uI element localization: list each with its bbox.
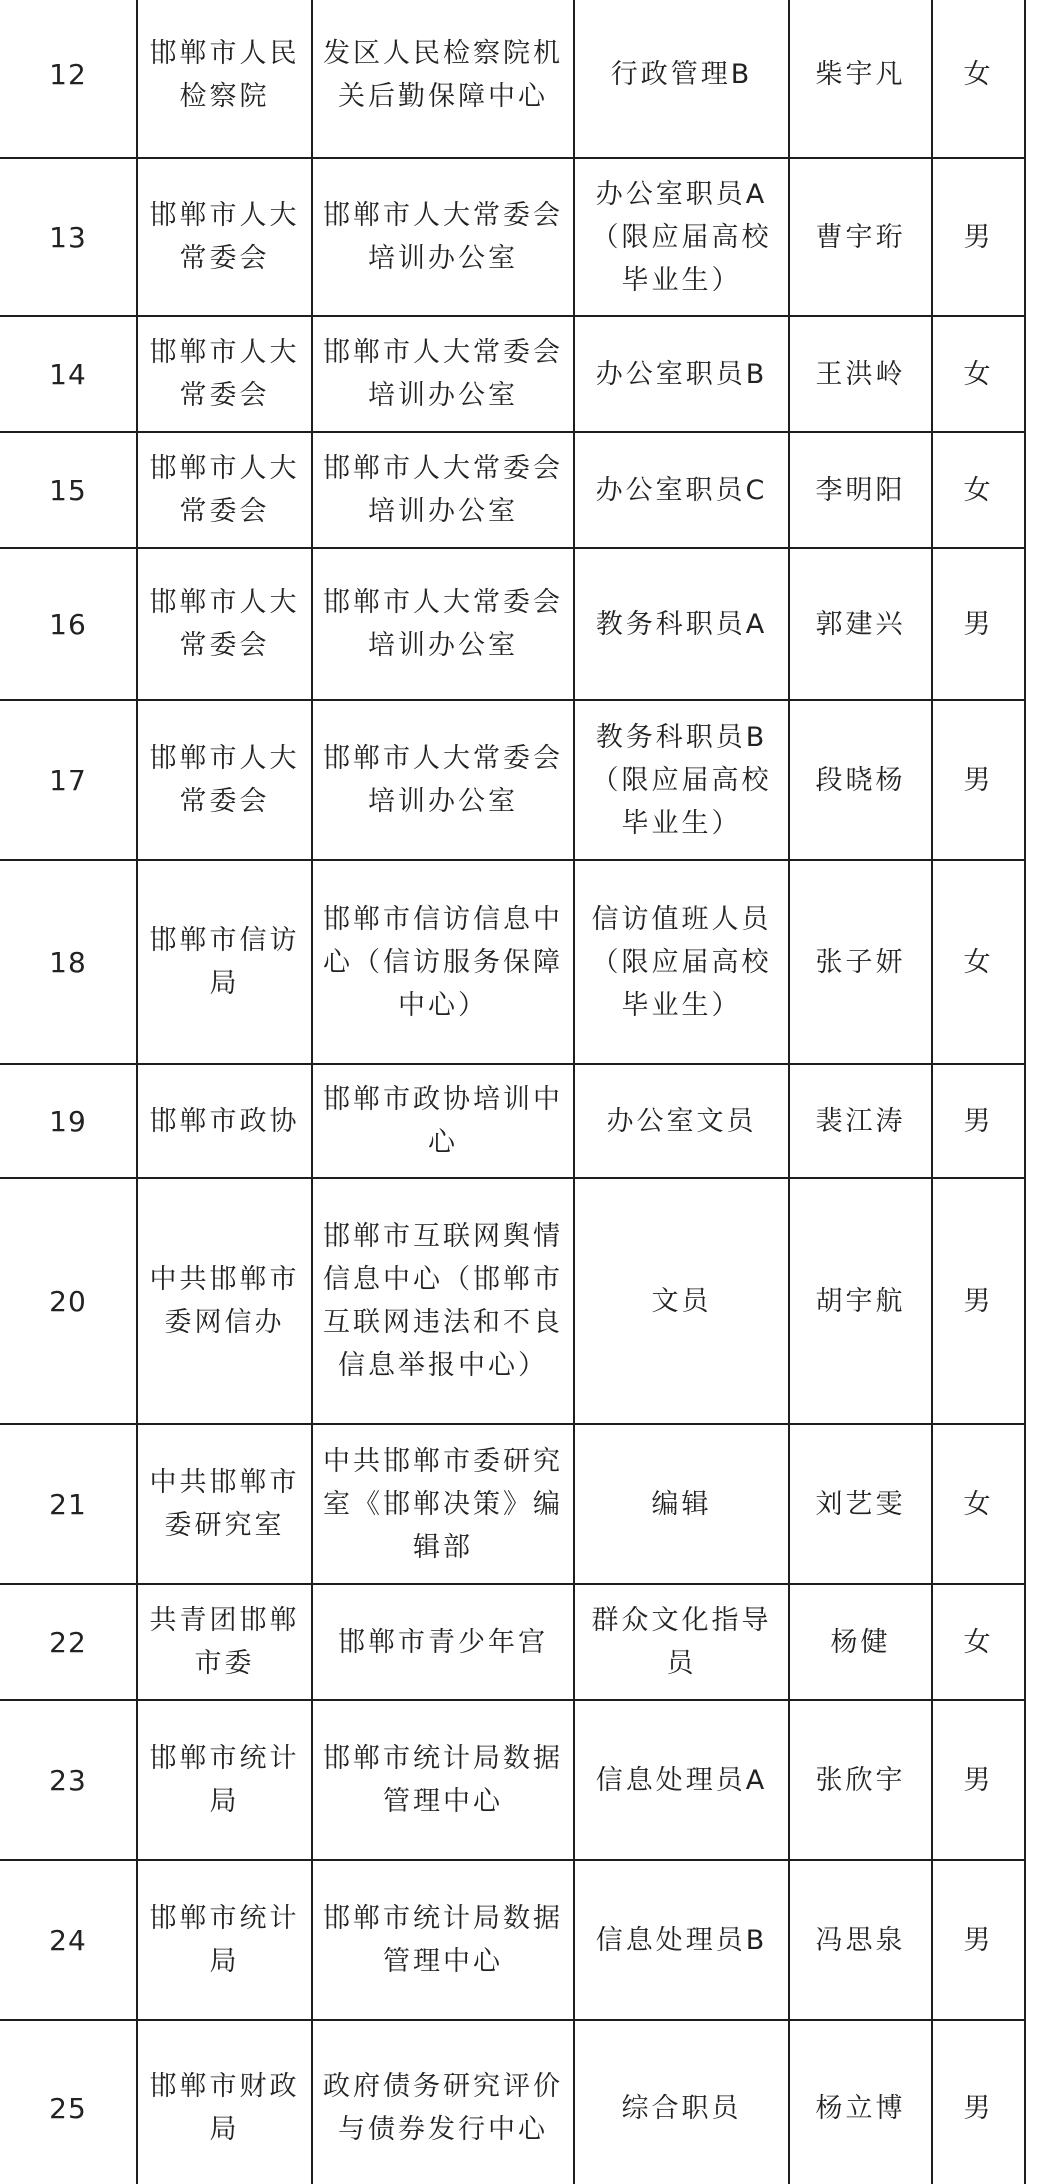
candidate-name: 张欣宇 xyxy=(789,1700,932,1860)
table-row xyxy=(0,0,1025,158)
hiring-department: 邯郸市人大常委会培训办公室 xyxy=(312,700,574,860)
position: 编辑 xyxy=(574,1424,789,1584)
hiring-department: 邯郸市青少年宫 xyxy=(312,1584,574,1700)
gender: 女 xyxy=(932,860,1025,1064)
candidate-name: 柴宇凡 xyxy=(789,0,932,158)
gender: 女 xyxy=(932,1424,1025,1584)
hiring-department: 邯郸市政协培训中心 xyxy=(312,1064,574,1178)
position: 信访值班人员（限应届高校毕业生） xyxy=(574,860,789,1064)
hiring-department: 邯郸市人大常委会培训办公室 xyxy=(312,316,574,432)
row-number: 23 xyxy=(0,1700,137,1860)
employer-unit: 邯郸市人大常委会 xyxy=(137,548,312,700)
position: 综合职员 xyxy=(574,2020,789,2184)
row-number: 12 xyxy=(0,0,137,158)
table-row xyxy=(0,1700,1025,1860)
table-row xyxy=(0,1584,1025,1700)
row-number: 19 xyxy=(0,1064,137,1178)
hiring-department: 邯郸市统计局数据管理中心 xyxy=(312,1700,574,1860)
hiring-department: 邯郸市人大常委会培训办公室 xyxy=(312,158,574,316)
hiring-department: 中共邯郸市委研究室《邯郸决策》编辑部 xyxy=(312,1424,574,1584)
row-number: 16 xyxy=(0,548,137,700)
gender: 男 xyxy=(932,1700,1025,1860)
row-number: 18 xyxy=(0,860,137,1064)
hiring-department: 邯郸市人大常委会培训办公室 xyxy=(312,432,574,548)
row-number: 13 xyxy=(0,158,137,316)
row-number: 20 xyxy=(0,1178,137,1424)
employer-unit: 邯郸市财政局 xyxy=(137,2020,312,2184)
employer-unit: 邯郸市统计局 xyxy=(137,1700,312,1860)
candidate-name: 张子妍 xyxy=(789,860,932,1064)
gender: 女 xyxy=(932,0,1025,158)
candidate-name: 冯思泉 xyxy=(789,1860,932,2020)
employer-unit: 邯郸市人大常委会 xyxy=(137,700,312,860)
gender: 男 xyxy=(932,2020,1025,2184)
employer-unit: 邯郸市人大常委会 xyxy=(137,432,312,548)
table-row xyxy=(0,2020,1025,2184)
employer-unit: 邯郸市人大常委会 xyxy=(137,316,312,432)
gender: 女 xyxy=(932,432,1025,548)
position: 办公室文员 xyxy=(574,1064,789,1178)
hiring-department: 邯郸市互联网舆情信息中心（邯郸市互联网违法和不良信息举报中心） xyxy=(312,1178,574,1424)
hiring-department: 邯郸市人大常委会培训办公室 xyxy=(312,548,574,700)
position: 办公室职员C xyxy=(574,432,789,548)
employer-unit: 中共邯郸市委网信办 xyxy=(137,1178,312,1424)
hiring-department: 邯郸市统计局数据管理中心 xyxy=(312,1860,574,2020)
table-row xyxy=(0,1178,1025,1424)
table-row xyxy=(0,860,1025,1064)
table-row xyxy=(0,1860,1025,2020)
row-number: 15 xyxy=(0,432,137,548)
gender: 女 xyxy=(932,1584,1025,1700)
candidate-name: 刘艺雯 xyxy=(789,1424,932,1584)
employer-unit: 邯郸市统计局 xyxy=(137,1860,312,2020)
candidate-name: 郭建兴 xyxy=(789,548,932,700)
gender: 男 xyxy=(932,548,1025,700)
gender: 男 xyxy=(932,700,1025,860)
candidate-name: 杨立博 xyxy=(789,2020,932,2184)
candidate-name: 段晓杨 xyxy=(789,700,932,860)
gender: 男 xyxy=(932,1178,1025,1424)
position: 教务科职员B（限应届高校毕业生） xyxy=(574,700,789,860)
gender: 男 xyxy=(932,1064,1025,1178)
row-number: 17 xyxy=(0,700,137,860)
position: 教务科职员A xyxy=(574,548,789,700)
employer-unit: 中共邯郸市委研究室 xyxy=(137,1424,312,1584)
row-number: 24 xyxy=(0,1860,137,2020)
hiring-department: 邯郸市信访信息中心（信访服务保障中心） xyxy=(312,860,574,1064)
employer-unit: 邯郸市人民检察院 xyxy=(137,0,312,158)
row-number: 21 xyxy=(0,1424,137,1584)
employer-unit: 共青团邯郸市委 xyxy=(137,1584,312,1700)
candidate-name: 曹宇珩 xyxy=(789,158,932,316)
table-row xyxy=(0,548,1025,700)
position: 办公室职员A（限应届高校毕业生） xyxy=(574,158,789,316)
position: 行政管理B xyxy=(574,0,789,158)
candidate-name: 胡宇航 xyxy=(789,1178,932,1424)
position: 信息处理员A xyxy=(574,1700,789,1860)
gender: 男 xyxy=(932,158,1025,316)
row-number: 25 xyxy=(0,2020,137,2184)
table-row xyxy=(0,158,1025,316)
table-row xyxy=(0,432,1025,548)
hiring-department: 发区人民检察院机关后勤保障中心 xyxy=(312,0,574,158)
hiring-department: 政府债务研究评价与债券发行中心 xyxy=(312,2020,574,2184)
gender: 女 xyxy=(932,316,1025,432)
candidate-name: 杨健 xyxy=(789,1584,932,1700)
table-row xyxy=(0,1064,1025,1178)
table-row xyxy=(0,1424,1025,1584)
table-row xyxy=(0,700,1025,860)
employer-unit: 邯郸市政协 xyxy=(137,1064,312,1178)
row-number: 14 xyxy=(0,316,137,432)
candidate-name: 王洪岭 xyxy=(789,316,932,432)
position: 办公室职员B xyxy=(574,316,789,432)
candidate-name: 裴江涛 xyxy=(789,1064,932,1178)
employer-unit: 邯郸市人大常委会 xyxy=(137,158,312,316)
position: 信息处理员B xyxy=(574,1860,789,2020)
employer-unit: 邯郸市信访局 xyxy=(137,860,312,1064)
row-number: 22 xyxy=(0,1584,137,1700)
gender: 男 xyxy=(932,1860,1025,2020)
position: 文员 xyxy=(574,1178,789,1424)
candidate-name: 李明阳 xyxy=(789,432,932,548)
table-row xyxy=(0,316,1025,432)
position: 群众文化指导员 xyxy=(574,1584,789,1700)
